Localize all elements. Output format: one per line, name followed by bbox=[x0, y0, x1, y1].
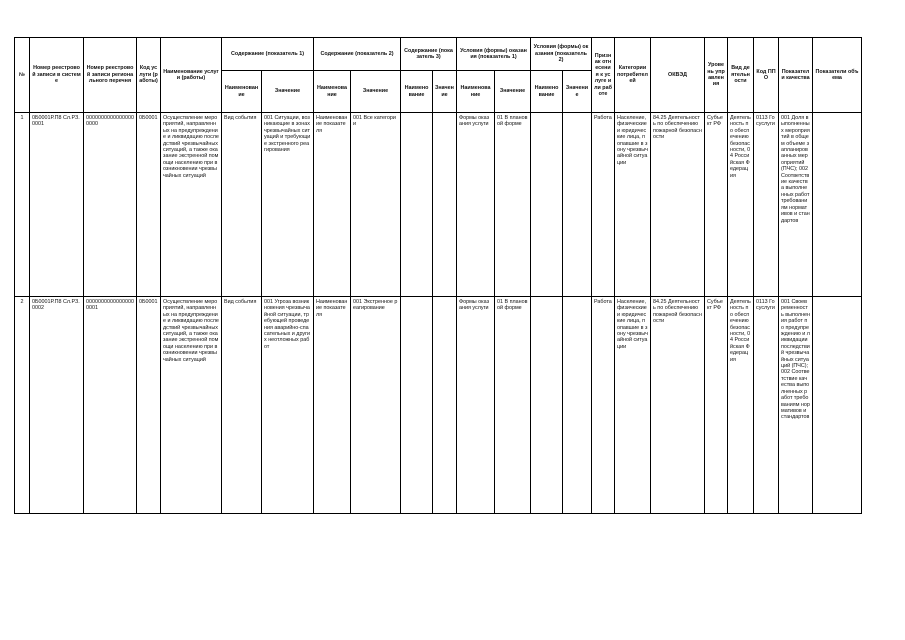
cell-ppo: 0113 Госуслуги bbox=[754, 113, 779, 297]
subheader-u2-value: Значение bbox=[563, 71, 592, 113]
cell-regional-list-number: 00000000000000000001 bbox=[84, 297, 137, 514]
cell-gov-level: Субъект РФ bbox=[705, 297, 728, 514]
cell-conditions2-value bbox=[563, 297, 592, 514]
cell-gov-level: Субъект РФ bbox=[705, 113, 728, 297]
cell-consumer-category: Население, физические и юридические лица, попавшие в зону чрезвычайной ситуации bbox=[615, 113, 651, 297]
cell-content2-value: 001 Все категории bbox=[351, 113, 401, 297]
cell-content2-name: Наименование показателя bbox=[314, 113, 351, 297]
col-header-ppo: Код ППО bbox=[754, 38, 779, 113]
cell-quality: 001 Доля выполненных мероприятий в общем объеме запланированных мероприятий (ПЧС); 002 Соответствие качества выполненных работ требованиям нормативов и стандартов bbox=[779, 113, 813, 297]
cell-conditions1-name: Формы оказания услуги bbox=[457, 113, 495, 297]
cell-service-code: 0Б0001 bbox=[137, 113, 161, 297]
col-header-conditions2: Условия (формы) оказания (показатель 2) bbox=[531, 38, 592, 71]
cell-volume bbox=[813, 113, 862, 297]
col-header-content3: Содержание (показатель 3) bbox=[401, 38, 457, 71]
cell-content2-name: Наименование показателя bbox=[314, 297, 351, 514]
col-header-regional-list-number: Номер реестровой записи регионального перечня bbox=[84, 38, 137, 113]
cell-content1-name: Вид события bbox=[222, 113, 262, 297]
cell-service-type: Работа bbox=[592, 113, 615, 297]
col-header-registry-number: Номер реестровой записи в системе bbox=[30, 38, 84, 113]
col-header-quality: Показатели качества bbox=[779, 38, 813, 113]
table-row bbox=[15, 113, 905, 297]
col-header-service-name: Наименование услуги (работы) bbox=[161, 38, 222, 113]
cell-consumer-category: Население, физические и юридические лица, попавшие в зону чрезвычайной ситуации bbox=[615, 297, 651, 514]
cell-content1-value: 001 Угроза возникновения чрезвычайной ситуации, требующей проведения аварийно-спасательных и других неотложных работ bbox=[262, 297, 314, 514]
subheader-c3-name: Наименование bbox=[401, 71, 433, 113]
col-header-conditions1: Условия (формы) оказания (показатель 1) bbox=[457, 38, 531, 71]
table-row bbox=[15, 297, 905, 514]
cell-content3-value bbox=[433, 113, 457, 297]
registry-table bbox=[14, 37, 905, 514]
cell-content3-name bbox=[401, 297, 433, 514]
cell-conditions2-name bbox=[531, 113, 563, 297]
subheader-c1-value: Значение bbox=[262, 71, 314, 113]
cell-conditions2-name bbox=[531, 297, 563, 514]
cell-registry-number: 0Б0001Р.П8 Сл.РЗ.0002 bbox=[30, 297, 84, 514]
cell-ppo: 0113 Госуслуги bbox=[754, 297, 779, 514]
cell-conditions1-name: Формы оказания услуги bbox=[457, 297, 495, 514]
col-header-no: № bbox=[15, 38, 30, 113]
cell-registry-number: 0Б0001Р.П8 Сл.РЗ.0001 bbox=[30, 113, 84, 297]
col-header-content1: Содержание (показатель 1) bbox=[222, 38, 314, 71]
subheader-u1-value: Значение bbox=[495, 71, 531, 113]
table-header-row bbox=[15, 38, 905, 71]
subheader-u2-name: Наименование bbox=[531, 71, 563, 113]
col-header-volume: Показатели объема bbox=[813, 38, 862, 113]
subheader-c3-value: Значение bbox=[433, 71, 457, 113]
cell-content3-value bbox=[433, 297, 457, 514]
col-header-service-code: Код услуги (работы) bbox=[137, 38, 161, 113]
cell-regional-list-number: 00000000000000000000 bbox=[84, 113, 137, 297]
cell-content1-value: 001 Ситуации, возникающие в зонах чрезвычайных ситуаций и требующие экстренного реагирования bbox=[262, 113, 314, 297]
subheader-u1-name: Наименование bbox=[457, 71, 495, 113]
col-header-okved: ОКВЭД bbox=[651, 38, 705, 113]
col-header-activity-type: Вид деятельности bbox=[728, 38, 754, 113]
cell-service-name: Осуществление мероприятий, направленных на предупреждение и ликвидацию последствий чрезвычайных ситуаций, а также оказание экстренной помощи населению при возникновении чрезвычайных ситуаций bbox=[161, 297, 222, 514]
col-header-content2: Содержание (показатель 2) bbox=[314, 38, 401, 71]
cell-conditions1-value: 01 В плановой форме bbox=[495, 297, 531, 514]
cell-okved: 84.25 Деятельность по обеспечению пожарной безопасности bbox=[651, 297, 705, 514]
subheader-c2-value: Значение bbox=[351, 71, 401, 113]
cell-content1-name: Вид события bbox=[222, 297, 262, 514]
subheader-c2-name: Наименование bbox=[314, 71, 351, 113]
col-header-consumer-category: Категории потребителей bbox=[615, 38, 651, 113]
cell-content2-value: 001 Экстренное реагирование bbox=[351, 297, 401, 514]
cell-no: 2 bbox=[15, 297, 30, 514]
cell-activity-type: Деятельность по обеспечению безопасности, 04 Российская Федерация bbox=[728, 297, 754, 514]
cell-okved: 84.25 Деятельность по обеспечению пожарной безопасности bbox=[651, 113, 705, 297]
cell-volume bbox=[813, 297, 862, 514]
cell-conditions2-value bbox=[563, 113, 592, 297]
col-header-gov-level: Уровень управления bbox=[705, 38, 728, 113]
subheader-c1-name: Наименование bbox=[222, 71, 262, 113]
col-header-service-type: Признак отнесения к услуге или работе bbox=[592, 38, 615, 113]
cell-content3-name bbox=[401, 113, 433, 297]
cell-no: 1 bbox=[15, 113, 30, 297]
cell-service-code: 0Б0001 bbox=[137, 297, 161, 514]
cell-service-name: Осуществление мероприятий, направленных на предупреждение и ликвидацию последствий чрезвычайных ситуаций, а также оказание экстренной помощи населению при возникновении чрезвычайных ситуаций bbox=[161, 113, 222, 297]
cell-activity-type: Деятельность по обеспечению безопасности, 04 Российская Федерация bbox=[728, 113, 754, 297]
cell-quality: 001 Своевременность выполнения работ по предупреждению и ликвидации последствий чрезвычайных ситуаций (ПЧС); 002 Соответствие качества выполненных работ требованиям нормативов и стандартов bbox=[779, 297, 813, 514]
cell-conditions1-value: 01 В плановой форме bbox=[495, 113, 531, 297]
cell-service-type: Работа bbox=[592, 297, 615, 514]
